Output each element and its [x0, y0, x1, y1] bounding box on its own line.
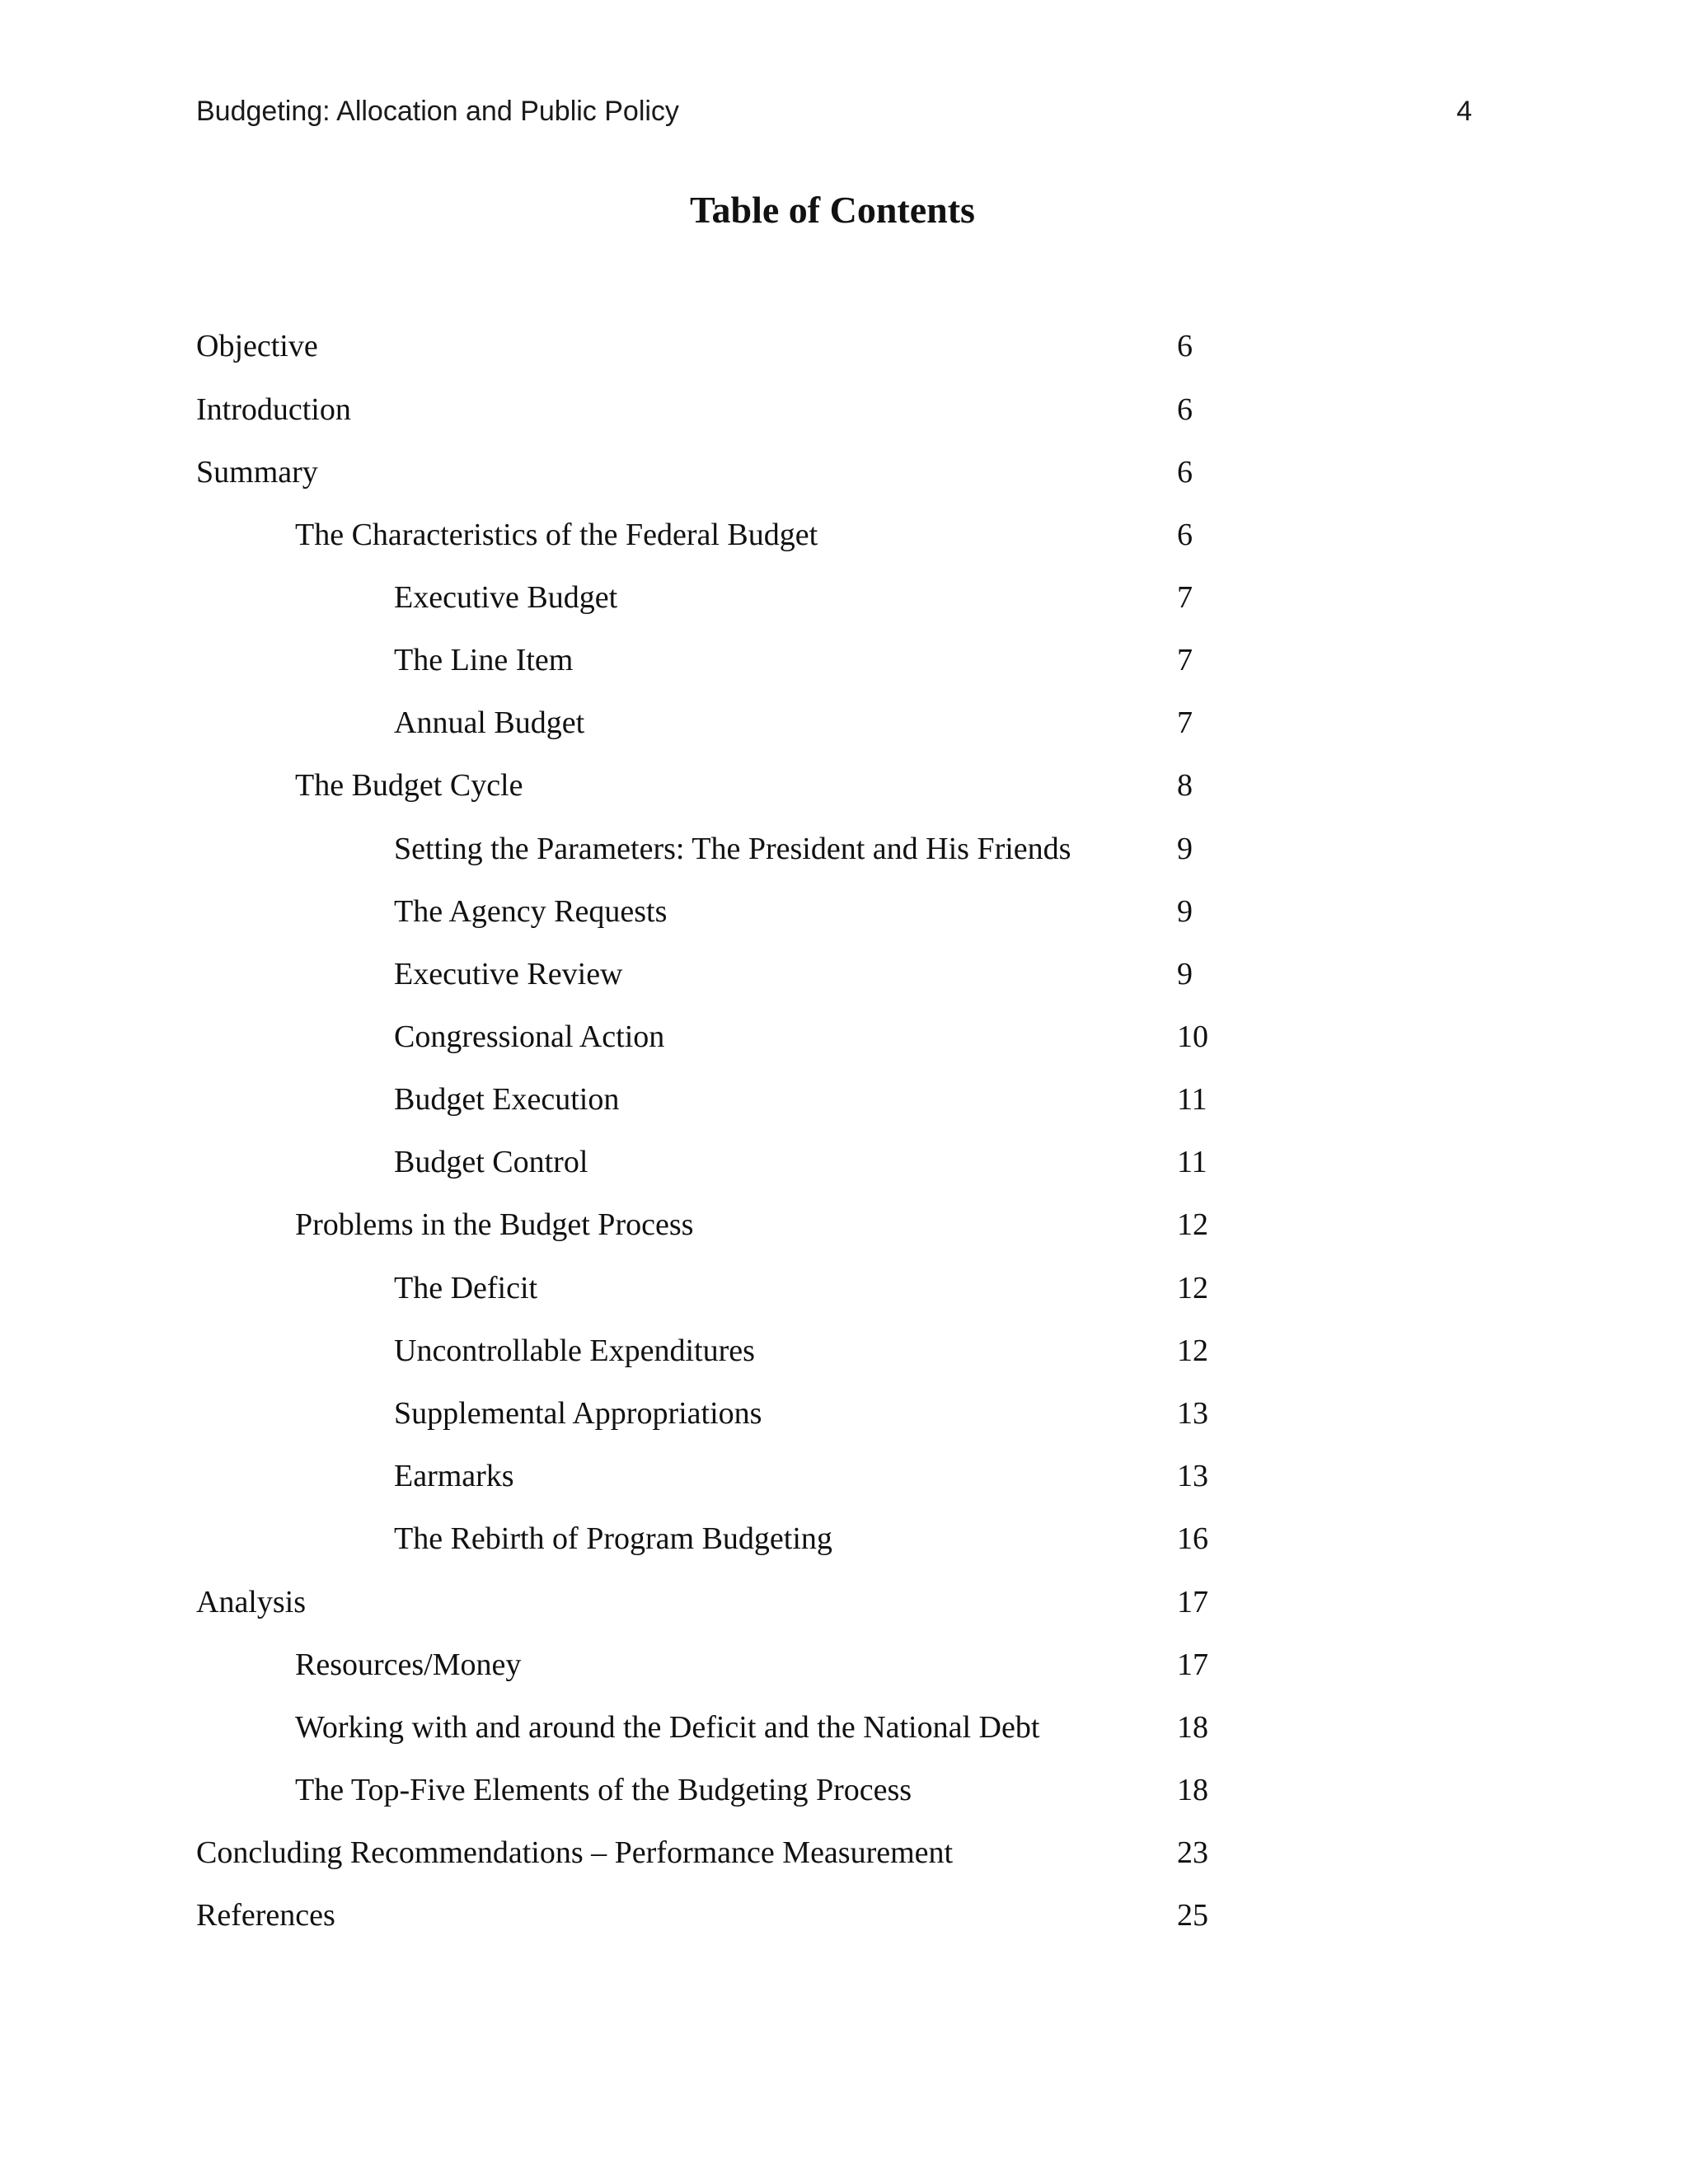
toc-entry: [0, 1897, 1688, 1947]
toc-entry: [0, 391, 1688, 441]
toc-entry-page: 12: [1177, 1333, 1208, 1368]
toc-title: Table of Contents: [690, 189, 975, 231]
toc-entry: [0, 1019, 1688, 1068]
toc-entry-page: 6: [1177, 455, 1193, 490]
toc-entry: [0, 1584, 1688, 1633]
toc-entry: [0, 893, 1688, 943]
toc-entry-page: 9: [1177, 832, 1193, 866]
toc-entry-title: Uncontrollable Expenditures: [394, 1333, 755, 1368]
toc-entry-title: Resources/Money: [295, 1647, 522, 1682]
toc-entry: [0, 1395, 1688, 1445]
toc-entry-title: Earmarks: [394, 1459, 514, 1493]
toc-entry-title: Problems in the Budget Process: [295, 1207, 694, 1242]
toc-entry-page: 25: [1177, 1898, 1208, 1933]
toc-entry-page: 7: [1177, 580, 1193, 615]
toc-entry: [0, 1270, 1688, 1319]
toc-entry: [0, 1144, 1688, 1193]
toc-entry: [0, 1772, 1688, 1821]
toc-entry: [0, 454, 1688, 504]
page-number: 4: [1456, 96, 1472, 127]
toc-entry-page: 17: [1177, 1585, 1208, 1619]
toc-entry-title: The Agency Requests: [394, 894, 668, 929]
toc-entry-title: Budget Control: [394, 1145, 588, 1179]
toc-entry-page: 7: [1177, 705, 1193, 740]
toc-entry-title: Concluding Recommendations – Performance Measurement: [196, 1835, 954, 1870]
toc-entry-title: Supplemental Appropriations: [394, 1396, 762, 1431]
toc-entry-title: The Deficit: [394, 1271, 538, 1305]
toc-entry-title: Setting the Parameters: The President and His Friends: [394, 832, 1071, 866]
toc-entry-title: References: [196, 1898, 335, 1933]
toc-entry-page: 11: [1177, 1082, 1207, 1117]
toc-entry-title: Budget Execution: [394, 1082, 620, 1117]
toc-entry-page: 7: [1177, 643, 1193, 677]
toc-entry: [0, 1207, 1688, 1256]
toc-entry-page: 10: [1177, 1019, 1208, 1054]
toc-entry-title: The Characteristics of the Federal Budget: [295, 518, 818, 552]
toc-entry-page: 12: [1177, 1271, 1208, 1305]
toc-entry-title: The Budget Cycle: [295, 768, 523, 803]
toc-entry-title: Objective: [196, 329, 318, 363]
toc-entry: [0, 1081, 1688, 1131]
toc-entry-title: Analysis: [196, 1585, 306, 1619]
toc-entry: [0, 579, 1688, 629]
toc-entry: [0, 1835, 1688, 1884]
toc-entry-title: Congressional Action: [394, 1019, 665, 1054]
toc-entry: [0, 1647, 1688, 1696]
toc-entry: [0, 1709, 1688, 1759]
toc-entry-title: Annual Budget: [394, 705, 585, 740]
toc-entry-title: Summary: [196, 455, 318, 490]
toc-entry-title: Introduction: [196, 392, 351, 427]
toc-entry-page: 13: [1177, 1396, 1208, 1431]
toc-entry: [0, 705, 1688, 754]
toc-entry: [0, 517, 1688, 566]
toc-entry: [0, 1458, 1688, 1507]
toc-entry: [0, 956, 1688, 1005]
toc-entry-page: 6: [1177, 329, 1193, 363]
toc-entry-page: 13: [1177, 1459, 1208, 1493]
toc-entry-page: 17: [1177, 1647, 1208, 1682]
toc-entry: [0, 767, 1688, 817]
toc-entry: [0, 831, 1688, 880]
toc-entry-title: The Top-Five Elements of the Budgeting Process: [295, 1773, 912, 1807]
toc-entry-page: 9: [1177, 894, 1193, 929]
toc-entry-page: 12: [1177, 1207, 1208, 1242]
toc-entry: [0, 328, 1688, 377]
toc-entry-page: 8: [1177, 768, 1193, 803]
toc-entry-page: 16: [1177, 1521, 1208, 1556]
toc-entry: [0, 642, 1688, 691]
toc-entry-title: Working with and around the Deficit and the National Debt: [295, 1710, 1040, 1745]
toc-entry-page: 18: [1177, 1710, 1208, 1745]
toc-entry-page: 9: [1177, 957, 1193, 991]
toc-entry-page: 11: [1177, 1145, 1207, 1179]
toc-entry-page: 18: [1177, 1773, 1208, 1807]
running-head: Budgeting: Allocation and Public Policy: [196, 96, 679, 127]
toc-entry-page: 6: [1177, 518, 1193, 552]
toc-entry-title: Executive Review: [394, 957, 623, 991]
toc-entry: [0, 1521, 1688, 1570]
toc-entry: [0, 1333, 1688, 1382]
toc-entry-title: The Line Item: [394, 643, 574, 677]
toc-entry-page: 6: [1177, 392, 1193, 427]
toc-entry-page: 23: [1177, 1835, 1208, 1870]
toc-entry-title: The Rebirth of Program Budgeting: [394, 1521, 832, 1556]
toc-entry-title: Executive Budget: [394, 580, 618, 615]
